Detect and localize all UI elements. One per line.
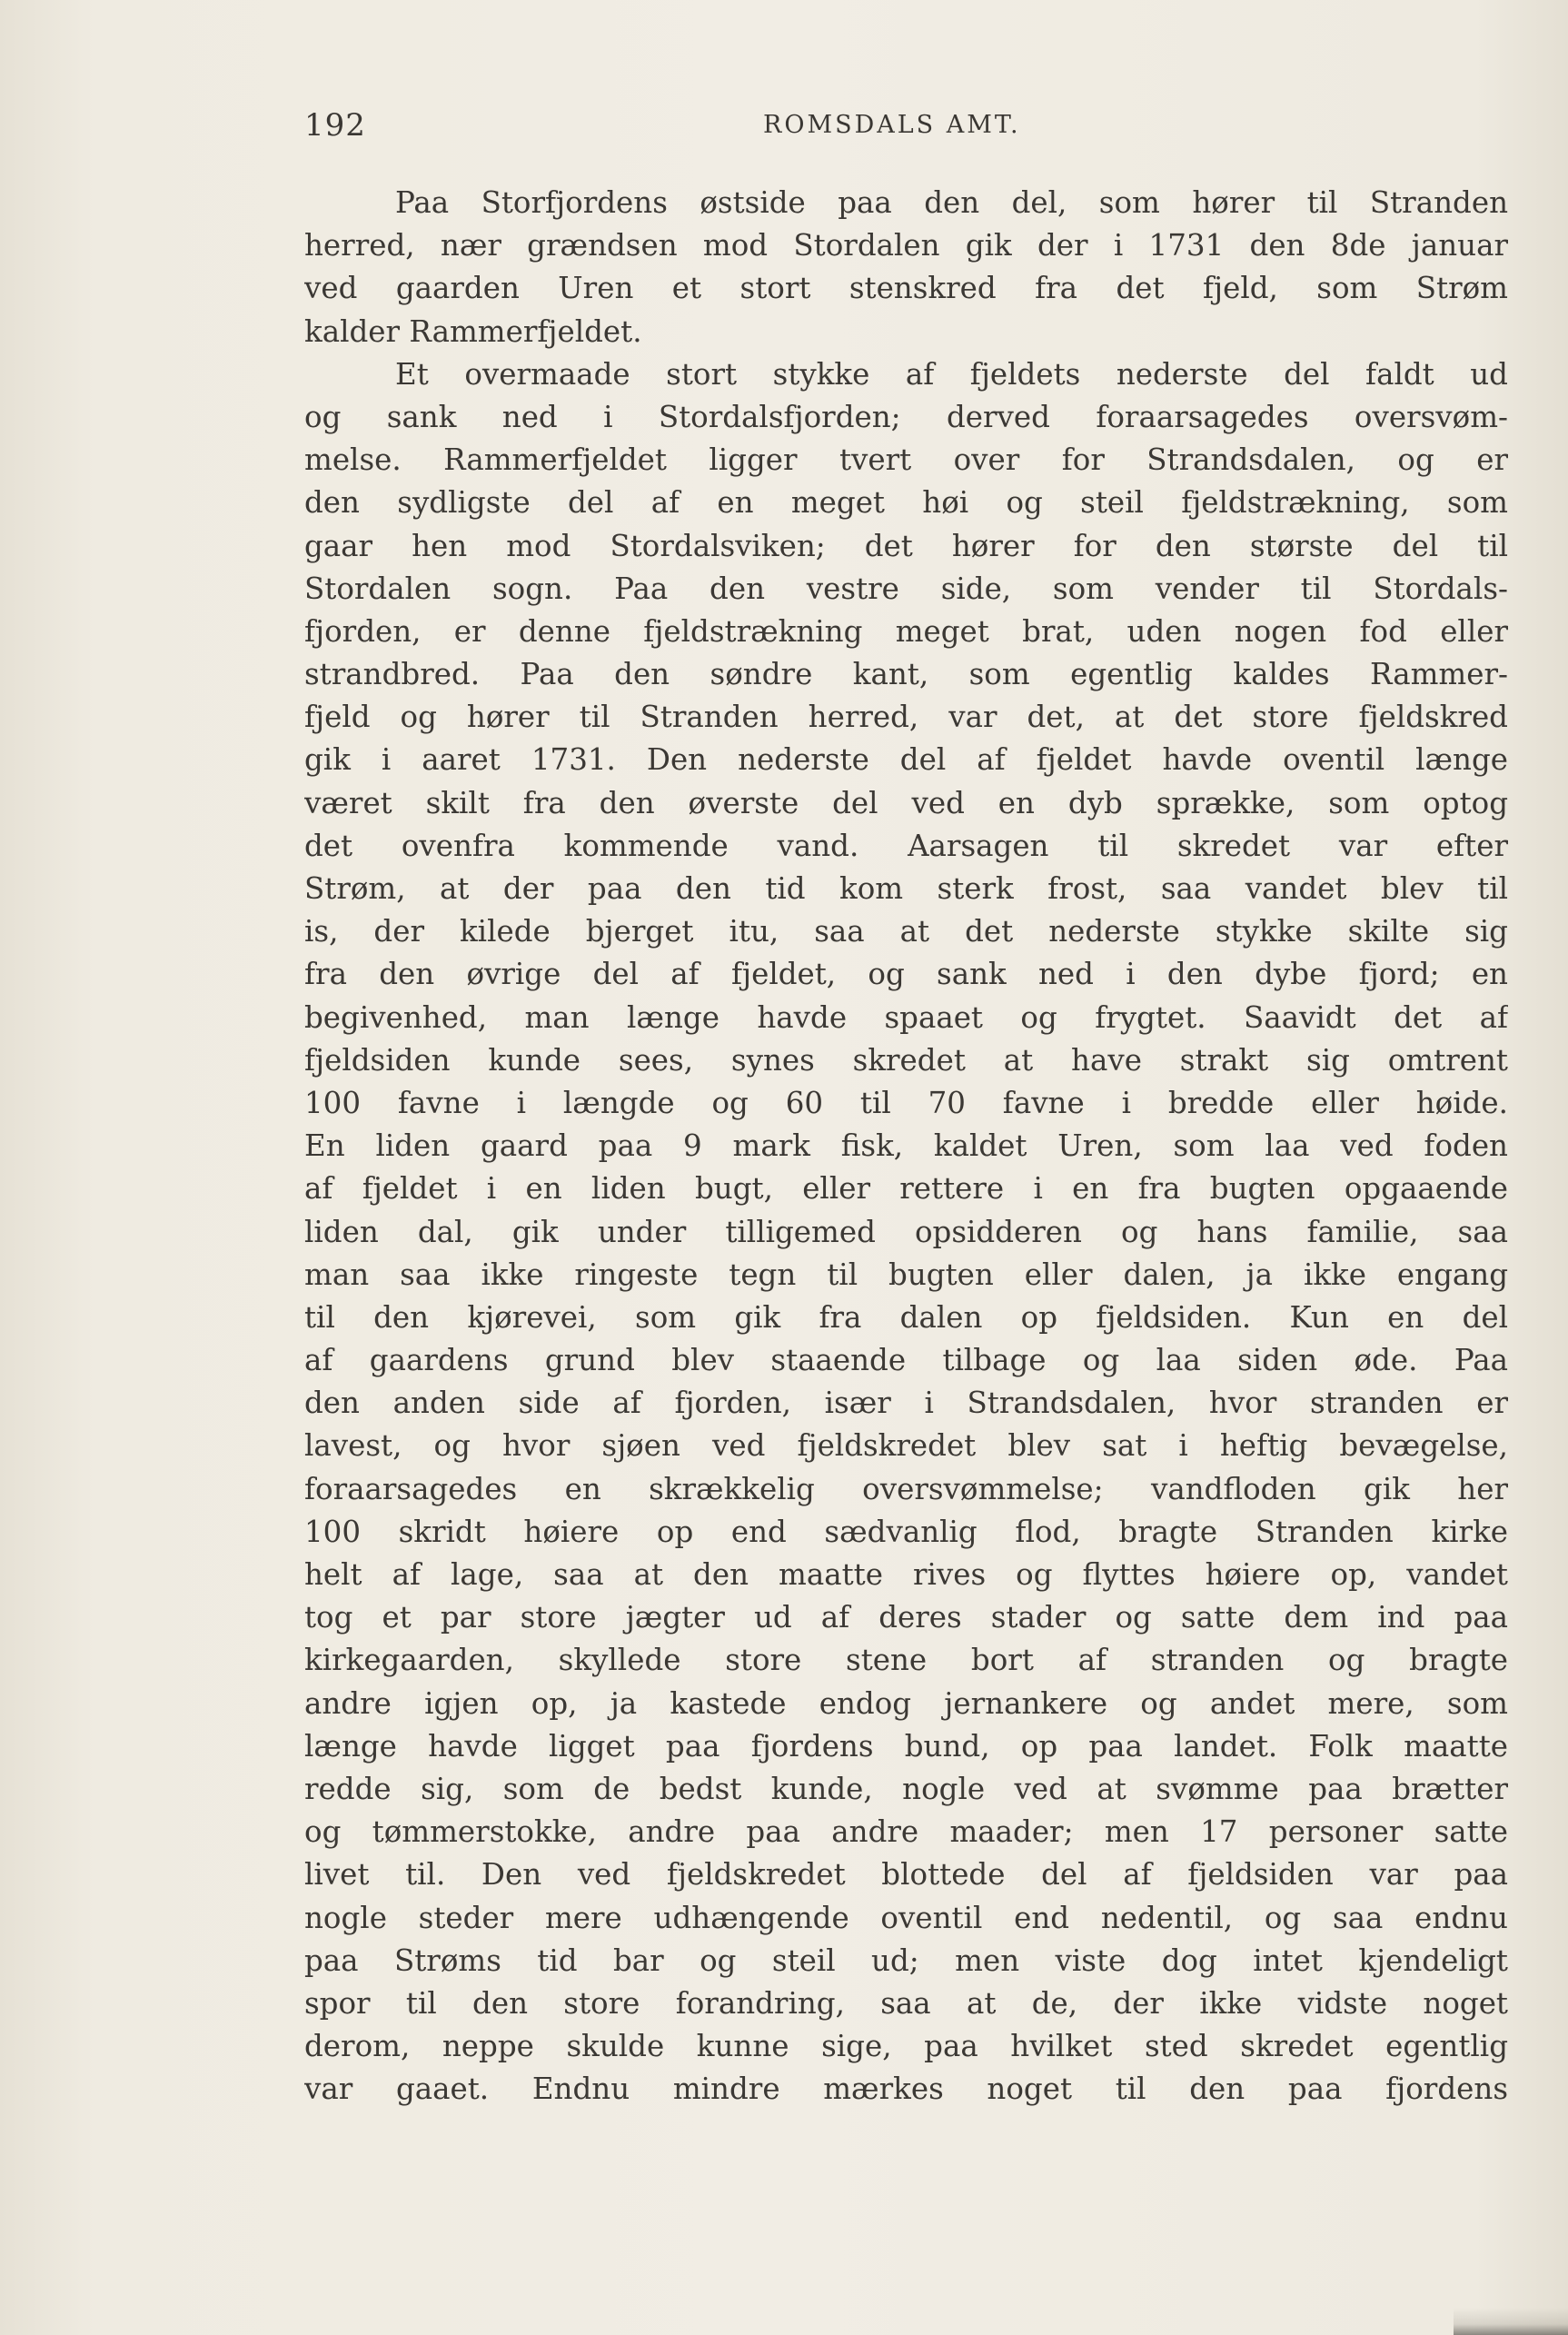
text-line: redde sig, som de bedst kunde, nogle ved at svømme paa brætter <box>304 1771 1508 1806</box>
page-header <box>304 107 1517 144</box>
text-line: tog et par store jægter ud af deres stader og satte dem ind paa <box>304 1600 1508 1635</box>
text-line: paa Strøms tid bar og steil ud; men viste dog intet kjendeligt <box>304 1943 1508 1978</box>
text-line: livet til. Den ved fjeldskredet blottede del af fjeldsiden var paa <box>304 1857 1508 1893</box>
text-line: af fjeldet i en liden bugt, eller rettere i en fra bugten opgaaende <box>304 1171 1508 1207</box>
text-line: begivenhed, man længe havde spaaet og frygtet. Saavidt det af <box>304 999 1508 1035</box>
text-line: fjorden, er denne fjeldstrækning meget brat, uden nogen fod eller <box>304 613 1508 649</box>
text-line: 100 skridt høiere op end sædvanlig flod, bragte Stranden kirke <box>304 1514 1508 1549</box>
text-line: is, der kilede bjerget itu, saa at det nederste stykke skilte sig <box>304 914 1508 949</box>
body-text <box>304 182 1508 2111</box>
text-line: den sydligste del af en meget høi og steil fjeldstrækning, som <box>304 485 1508 521</box>
text-line: ved gaarden Uren et stort stenskred fra det fjeld, som Strøm <box>304 271 1508 306</box>
text-line: været skilt fra den øverste del ved en dyb sprække, som optog <box>304 785 1508 820</box>
text-line: af gaardens grund blev staaende tilbage og laa siden øde. Paa <box>304 1343 1508 1378</box>
text-line: spor til den store forandring, saa at de, der ikke vidste noget <box>304 1985 1508 2021</box>
text-line: det ovenfra kommende vand. Aarsagen til skredet var efter <box>304 828 1508 863</box>
text-line: kirkegaarden, skyllede store stene bort af stranden og bragte <box>304 1643 1508 1678</box>
text-line: gaar hen mod Stordalsviken; det hører for den største del til <box>304 528 1508 563</box>
text-line: En liden gaard paa 9 mark fisk, kaldet Uren, som laa ved foden <box>304 1128 1508 1164</box>
text-line: liden dal, gik under tilligemed opsidderen og hans familie, saa <box>304 1214 1508 1249</box>
text-line: kalder Rammerfjeldet. <box>304 313 642 349</box>
text-line: længe havde ligget paa fjordens bund, op paa landet. Folk maatte <box>304 1728 1508 1764</box>
text-line: melse. Rammerfjeldet ligger tvert over for Strandsdalen, og er <box>304 442 1508 478</box>
text-line: fra den øvrige del af fjeldet, og sank ned i den dybe fjord; en <box>304 957 1508 992</box>
text-line: strandbred. Paa den søndre kant, som egentlig kaldes Rammer- <box>304 657 1508 692</box>
text-line: nogle steder mere udhængende oventil end nedentil, og saa endnu <box>304 1900 1508 1935</box>
text-line: og sank ned i Stordalsfjorden; derved foraarsagedes oversvøm- <box>304 399 1508 434</box>
text-line: foraarsagedes en skrækkelig oversvømmelse; vandfloden gik her <box>304 1471 1508 1506</box>
text-line: og tømmerstokke, andre paa andre maader; men 17 personer satte <box>304 1814 1508 1850</box>
text-line: den anden side af fjorden, især i Strandsdalen, hvor stranden er <box>304 1386 1508 1421</box>
text-line: Et overmaade stort stykke af fjeldets nederste del faldt ud <box>395 356 1508 392</box>
text-line: Stordalen sogn. Paa den vestre side, som vender til Stordals- <box>304 571 1508 606</box>
running-head: ROMSDALS AMT. <box>763 111 1021 139</box>
text-line: Paa Storfjordens østside paa den del, som hører til Stranden <box>395 185 1508 220</box>
page-edge-shadow <box>1454 2308 1568 2335</box>
text-line: 100 favne i længde og 60 til 70 favne i bredde eller høide. <box>304 1085 1508 1120</box>
text-line: herred, nær grændsen mod Stordalen gik der i 1731 den 8de januar <box>304 228 1508 263</box>
page-number: 192 <box>304 107 366 144</box>
text-line: fjeldsiden kunde sees, synes skredet at have strakt sig omtrent <box>304 1042 1508 1078</box>
text-line: helt af lage, saa at den maatte rives og flyttes høiere op, vandet <box>304 1557 1508 1592</box>
text-line: gik i aaret 1731. Den nederste del af fjeldet havde oventil længe <box>304 742 1508 778</box>
text-line: derom, neppe skulde kunne sige, paa hvilket sted skredet egentlig <box>304 2029 1508 2064</box>
text-line: man saa ikke ringeste tegn til bugten eller dalen, ja ikke engang <box>304 1257 1508 1292</box>
text-line: til den kjørevei, som gik fra dalen op fjeldsiden. Kun en del <box>304 1299 1508 1335</box>
text-line: fjeld og hører til Stranden herred, var det, at det store fjeldskred <box>304 700 1508 735</box>
text-line: var gaaet. Endnu mindre mærkes noget til den paa fjordens <box>304 2072 1508 2107</box>
text-line: Strøm, at der paa den tid kom sterk frost, saa vandet blev til <box>304 871 1508 906</box>
text-line: lavest, og hvor sjøen ved fjeldskredet blev sat i heftig bevægelse, <box>304 1428 1508 1464</box>
text-line: andre igjen op, ja kastede endog jernankere og andet mere, som <box>304 1685 1508 1721</box>
